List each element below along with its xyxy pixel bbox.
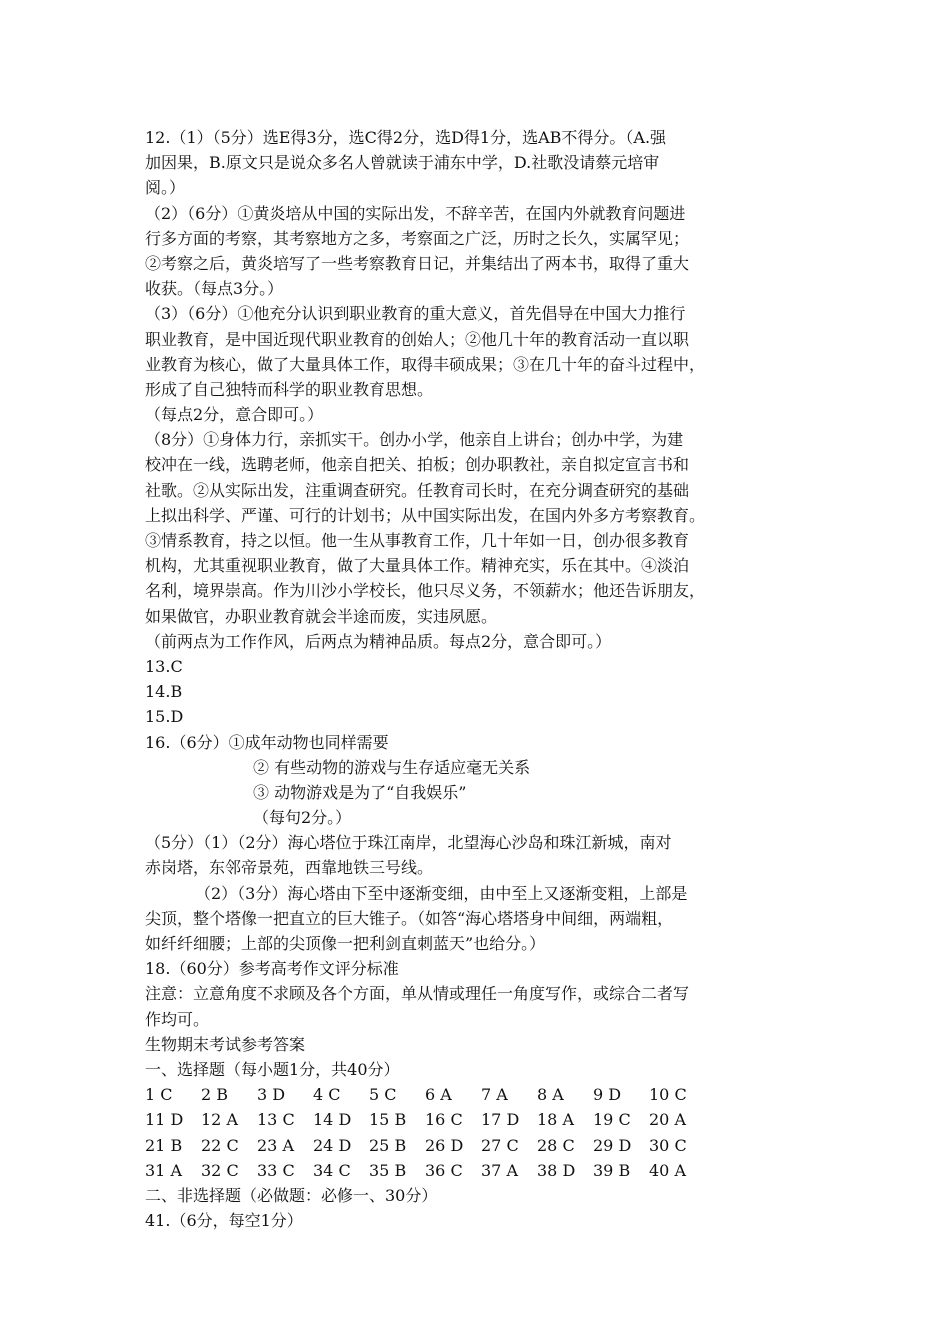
text-line: 如纤纤细腰；上部的尖顶像一把利剑直刺蓝天”也给分。） (145, 934, 546, 953)
answer-cell: 33 C (257, 1160, 295, 1180)
text-line: 收获。（每点3分。） (145, 279, 284, 299)
text-line: 41.（6分，每空1分） (145, 1211, 303, 1231)
text-line: 尖顶，整个塔像一把直立的巨大锥子。（如答“海心塔塔身中间细，两端粗， (145, 908, 674, 928)
text-line: （2）（6分）①黄炎培从中国的实际出发，不辞辛苦，在国内外就教育问题进 (145, 203, 686, 223)
answer-cell: 18 A (537, 1110, 574, 1130)
chinese-answers-section (145, 125, 815, 755)
text-line: （2）（3分）海心塔由下至中逐渐变细，由中至上又逐渐变粗，上部是 (195, 883, 688, 903)
text-line: 校冲在一线，选聘老师，他亲自把关、拍板；创办职教社，亲自拟定宣言书和 (145, 455, 690, 475)
answer-cell: 32 C (201, 1160, 239, 1180)
answer-cell: 13 C (257, 1110, 295, 1130)
text-line: （每点2分，意合即可。） (145, 405, 324, 425)
text-line: （前两点为工作作风，后两点为精神品质。每点2分，意合即可。） (145, 631, 612, 651)
answer-cell: 35 B (369, 1160, 407, 1180)
text-line: ② 有些动物的游戏与生存适应毫无关系 (253, 757, 531, 777)
text-line: 职业教育，是中国近现代职业教育的创始人；②他几十年的教育活动一直以职 (145, 329, 690, 349)
text-line: 18.（60分）参考高考作文评分标准 (145, 959, 399, 979)
text-line: 16.（6分）①成年动物也同样需要 (145, 732, 389, 752)
q17-answers (145, 830, 815, 1082)
text-line: 作均可。 (145, 1009, 210, 1029)
multiple-choice-answer-grid (145, 1082, 815, 1183)
text-line: 14.B (145, 682, 183, 702)
answer-cell: 30 C (649, 1135, 687, 1155)
answer-cell: 15 B (369, 1110, 407, 1130)
text-line: （8分）①身体力行，亲抓实干。创办小学，他亲自上讲台；创办中学，为建 (145, 430, 684, 450)
text-line: 13.C (145, 656, 183, 676)
text-line: 15.D (145, 707, 184, 727)
text-line: （3）（6分）①他充分认识到职业教育的重大意义，首先倡导在中国大力推行 (145, 304, 686, 324)
answer-cell: 2 B (201, 1085, 229, 1105)
text-line: ②考察之后，黄炎培写了一些考察教育日记，并集结出了两本书，取得了重大 (145, 253, 690, 273)
text-line: 一、选择题（每小题1分，共40分） (145, 1059, 400, 1079)
text-line: （每句2分。） (253, 808, 352, 828)
answer-cell: 1 C (145, 1085, 173, 1105)
answer-cell: 24 D (313, 1135, 352, 1155)
answer-cell: 9 D (593, 1085, 622, 1105)
text-line: 赤岗塔，东邻帝景苑，西靠地铁三号线。 (145, 858, 434, 878)
answer-cell: 28 C (537, 1135, 575, 1155)
answer-cell: 10 C (649, 1085, 687, 1105)
non-choice-section (145, 1183, 815, 1233)
answer-cell: 19 C (593, 1110, 631, 1130)
text-line: 加因果，B.原文只是说众多名人曾就读于浦东中学，D.社歌没请蔡元培审 (145, 153, 660, 173)
section-heading: 二、非选择题（必做题：必修一、30分） (145, 1185, 438, 1205)
answer-cell: 39 B (593, 1160, 631, 1180)
answer-cell: 6 A (425, 1085, 452, 1105)
text-line: 行多方面的考察，其考察地方之多，考察面之广泛，历时之长久，实属罕见； (145, 228, 690, 248)
answer-cell: 40 A (649, 1160, 686, 1180)
answer-cell: 27 C (481, 1135, 519, 1155)
answer-cell: 23 A (257, 1135, 294, 1155)
answer-cell: 37 A (481, 1160, 518, 1180)
answer-row (145, 1133, 815, 1158)
text-line: 业教育为核心，做了大量具体工作，取得丰硕成果；③在几十年的奋斗过程中， (145, 354, 706, 374)
answer-cell: 17 D (481, 1110, 520, 1130)
text-line: 注意：立意角度不求顾及各个方面，单从情或理任一角度写作，或综合二者写 (145, 984, 690, 1004)
answer-cell: 31 A (145, 1160, 182, 1180)
answer-cell: 36 C (425, 1160, 463, 1180)
text-line: 名利，境界崇高。作为川沙小学校长，他只尽义务，不领薪水；他还告诉朋友， (145, 581, 706, 601)
text-line: ③情系教育，持之以恒。他一生从事教育工作，几十年如一日，创办很多教育 (145, 531, 690, 550)
text-line: 机构，尤其重视职业教育，做了大量具体工作。精神充实，乐在其中。④淡泊 (145, 556, 690, 576)
answer-cell: 21 B (145, 1135, 183, 1155)
answer-cell: 20 A (649, 1110, 686, 1130)
answer-row (145, 1082, 815, 1107)
text-line: 如果做官，办职业教育就会半途而废，实违夙愿。 (145, 606, 498, 626)
answer-cell: 38 D (537, 1160, 576, 1180)
text-line: 社歌。②从实际出发，注重调查研究。任教育司长时，在充分调查研究的基础 (145, 480, 690, 500)
answer-cell: 4 C (313, 1085, 341, 1105)
answer-cell: 34 C (313, 1160, 351, 1180)
text-line: 阅。） (145, 178, 186, 198)
answer-cell: 29 D (593, 1135, 632, 1155)
answer-row (145, 1158, 815, 1183)
answer-cell: 11 D (145, 1110, 184, 1130)
answer-cell: 16 C (425, 1110, 463, 1130)
answer-cell: 5 C (369, 1085, 397, 1105)
section-heading: 生物期末考试参考答案 (145, 1034, 306, 1054)
answer-cell: 22 C (201, 1135, 239, 1155)
answer-cell: 8 A (537, 1085, 564, 1105)
q16-subanswers (145, 755, 815, 831)
text-line: ③ 动物游戏是为了“自我娱乐” (253, 782, 467, 802)
answer-cell: 12 A (201, 1110, 238, 1130)
answer-cell: 14 D (313, 1110, 352, 1130)
text-line: 上拟出科学、严谨、可行的计划书；从中国实际出发，在国内外多方考察教育。 (145, 505, 706, 525)
text-line: 12.（1）（5分）选E得3分，选C得2分，选D得1分，选AB不得分。（A.强 (145, 128, 667, 147)
answer-row (145, 1107, 815, 1132)
text-line: 形成了自己独特而科学的职业教育思想。 (145, 379, 434, 399)
answer-cell: 7 A (481, 1085, 508, 1105)
answer-cell: 3 D (257, 1085, 286, 1105)
text-line: （5分）（1）（2分）海心塔位于珠江南岸，北望海心沙岛和珠江新城，南对 (145, 833, 672, 853)
answer-cell: 26 D (425, 1135, 464, 1155)
answer-key-page (145, 125, 815, 1233)
answer-cell: 25 B (369, 1135, 407, 1155)
